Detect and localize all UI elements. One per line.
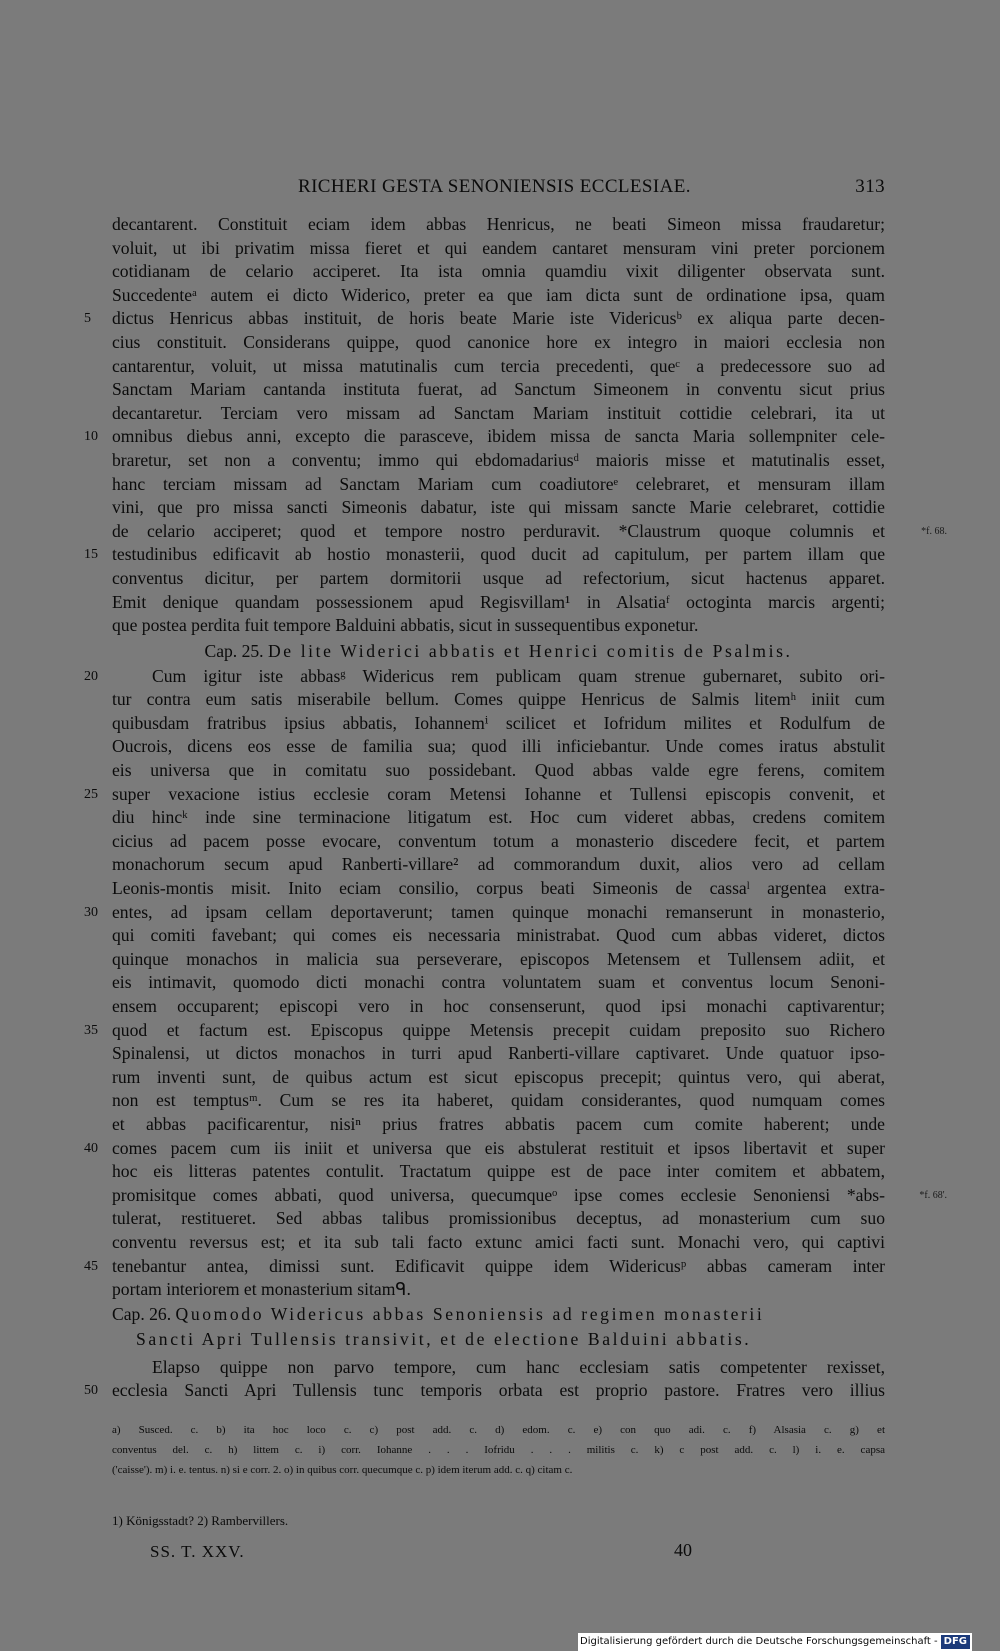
text-line xyxy=(112,331,885,355)
line-text: testudinibus edificavit ab hostio monasterii, quod ducit ad capitulum, per partem illam que xyxy=(112,544,885,565)
line-text: cantarentur, voluit, ut missa matutinalis cum tercia precedenti, queᶜ a predecessore suo ad xyxy=(112,355,885,376)
line-text: conventu reversus est; et ita sub tali facto extunc amici facti sunt. Monachi vero, qui captivi xyxy=(112,1231,885,1252)
text-line xyxy=(112,830,885,854)
line-text: ensem occuparent; episcopi vero in hoc consenserunt, quod ipsi monachi captivarentur; xyxy=(112,996,885,1016)
line-text: Emit denique quandam possessionem apud Regisvillam¹ in Alsatiaᶠ octoginta marcis argenti; xyxy=(112,591,885,612)
line-text: entes, ad ipsam cellam deportaverunt; tamen quinque monachi remanserunt in monasterio, xyxy=(112,901,885,922)
chapter-26-heading xyxy=(112,1302,885,1327)
text-line xyxy=(84,1255,885,1279)
margin-folio-note: *f. 68'. xyxy=(919,1189,947,1201)
apparatus-line: conventus del. c. h) littem c. i) corr. Iohanne . . . Iofridu . . . militis c. k) c post add. c. l) i. e. capsa xyxy=(112,1444,885,1456)
line-text: Succedenteᵃ autem ei dicto Widerico, preter ea que iam dicta sunt de ordinatione ipsa, quam xyxy=(112,284,885,305)
line-text: Leonis-montis misit. Inito eciam consilio, corpus beati Simeonis de cassaˡ argentea extra- xyxy=(112,878,885,899)
line-text: decantaretur. Terciam vero missam ad Sanctam Mariam instituit cottidie celebrari, ita ut xyxy=(112,402,885,423)
page-number: 313 xyxy=(855,176,885,197)
text-line xyxy=(112,1089,885,1113)
text-line xyxy=(84,307,885,331)
body-text xyxy=(84,213,947,1403)
line-number: 20 xyxy=(84,668,98,684)
signature-number: 40 xyxy=(674,1540,692,1560)
line-text: Sanctam Mariam cantanda instituta fuerat, ad Sanctum Simeonem in conventu sicut prius xyxy=(112,379,885,400)
apparatus-line: a) Susced. c. b) ita hoc loco c. c) post add. c. d) edom. c. e) con quo adi. c. f) Alsasia c. g) et xyxy=(112,1424,885,1436)
text-line xyxy=(112,496,885,520)
text-line xyxy=(112,378,885,402)
text-line xyxy=(112,1066,885,1090)
text-line xyxy=(112,1231,885,1255)
line-text: conventus dicitur, per partem dormitorii usque ad refectorium, sicut hactenus apparet. xyxy=(112,567,885,588)
line-number: 10 xyxy=(84,429,98,445)
chapter-label: Cap. 26. xyxy=(112,1303,176,1324)
line-text: tur contra eum satis miserabile bellum. Comes quippe Henricus de Salmis litemʰ iniit cum xyxy=(112,689,885,710)
footnotes: 1) Königsstadt? 2) Rambervillers. xyxy=(112,1513,289,1528)
line-text: rum inventi sunt, de quibus actum est sicut episcopus precepit; quintus vero, qui aberat, xyxy=(112,1066,885,1087)
chapter-25-heading xyxy=(112,638,885,665)
line-text: portam interiorem et monasterium sitamᑫ. xyxy=(112,1279,411,1300)
line-text: promisitque comes abbati, quod universa, quecumqueᵒ ipse comes ecclesie Senoniensi *abs- xyxy=(112,1184,885,1205)
credit-text: Digitalisierung gefördert durch die Deutsche Forschungsgemeinschaft - xyxy=(580,1636,938,1647)
line-text: et abbas pacificarentur, nisiⁿ prius fratres abbatis pacem cum comite haberent; unde xyxy=(112,1113,885,1134)
line-text: Spinalensi, ut dictos monachos in turri apud Ranberti-villare captivaret. Unde quatuor ipso- xyxy=(112,1043,885,1064)
text-line xyxy=(84,1379,885,1403)
line-text: super vexacione istius ecclesie coram Metensi Iohanne et Tullensi episcopis convenit, et xyxy=(112,783,885,804)
chapter-title: Quomodo Widericus abbas Senoniensis ad regimen monasterii xyxy=(175,1303,765,1324)
line-text: quinque monachos in malicia sua perseverare, episcopos Metensem et Tullensem adiit, et xyxy=(112,948,885,969)
line-text: tenebantur antea, dimissi sunt. Edificavit quippe idem Widericusᵖ abbas cameram inter xyxy=(112,1255,885,1276)
chapter-label: Cap. 25. xyxy=(204,640,268,661)
line-text: vini, que pro missa sancti Simeonis dabatur, iste qui missam sancte Marie celebraret, cottidie xyxy=(112,497,885,518)
text-line xyxy=(112,237,885,261)
text-line xyxy=(84,425,885,449)
line-text: cius constituit. Considerans quippe, quod canonice hore ex integro in maiori ecclesia non xyxy=(112,331,885,352)
text-line xyxy=(112,948,885,972)
line-text: tulerat, restitueret. Sed abbas talibus promissionibus deceptus, ad monasterium cum suo xyxy=(112,1208,885,1229)
line-text: quibusdam fratribus ipsius abbatis, Iohannemⁱ scilicet et Iofridum milites et Rodulfum de xyxy=(112,712,885,733)
line-text: eis universa que in comitatu suo possidebant. Quod abbas valde egre ferens, comitem xyxy=(112,760,885,781)
running-head xyxy=(112,176,885,202)
text-line xyxy=(112,355,885,379)
text-line xyxy=(112,449,885,473)
text-line xyxy=(112,614,885,638)
text-line xyxy=(84,1137,885,1161)
text-line xyxy=(112,759,885,783)
line-text: Oucrois, dicens eos esse de familia sua; quod illi inficiebantur. Unde comes iratus abstulit xyxy=(112,736,885,757)
text-line xyxy=(112,712,885,736)
text-line xyxy=(84,543,885,567)
line-text: omnibus diebus anni, excepto die parasceve, ibidem missa de sancta Maria sollempniter cele- xyxy=(112,426,885,447)
text-line xyxy=(112,1356,885,1380)
text-line xyxy=(84,1019,885,1043)
line-text: que postea perdita fuit tempore Balduini abbatis, sicut in sussequentibus exponetur. xyxy=(112,615,699,636)
text-line xyxy=(112,735,885,759)
line-text: qui comiti favebant; qui comes eis necessaria ministrabat. Quod cum abbas videret, dictos xyxy=(112,925,885,946)
text-line xyxy=(112,473,885,497)
text-line xyxy=(112,877,885,901)
chapter-title: De lite Widerici abbatis et Henrici comitis de Psalmis. xyxy=(267,640,793,661)
text-line xyxy=(84,783,885,807)
chapter-title-continued: Sancti Apri Tullensis transivit, et de electione Balduini abbatis. xyxy=(136,1328,752,1349)
line-text: hoc eis litteras patentes contulit. Tractatum quippe est de pace inter comitem et abbatem, xyxy=(112,1161,885,1182)
line-text: braretur, set non a conventu; immo qui ebdomadariusᵈ maioris misse et matutinalis esset, xyxy=(112,449,885,470)
text-line xyxy=(112,806,885,830)
line-number: 50 xyxy=(84,1383,98,1399)
text-line xyxy=(112,995,885,1019)
line-number: 45 xyxy=(84,1258,98,1274)
text-line xyxy=(112,567,885,591)
text-line xyxy=(112,591,885,615)
line-text: ecclesia Sancti Apri Tullensis tunc temporis orbata est proprio pastore. Fratres vero illius xyxy=(112,1380,885,1401)
text-line xyxy=(112,1160,885,1184)
line-text: eis intimavit, quomodo dicti monachi contra voluntatem suam et conventus locum Senoni- xyxy=(112,972,885,993)
line-text: de celario acciperet; quod et tempore nostro perduravit. *Claustrum quoque columnis et xyxy=(112,520,885,541)
critical-apparatus xyxy=(112,1420,885,1480)
text-line xyxy=(112,1207,885,1231)
line-text: voluit, ut ibi privatim missa fieret et qui eandem cantaret mensuram vini preter porcionem xyxy=(112,237,885,258)
line-number: 25 xyxy=(84,786,98,802)
line-number: 15 xyxy=(84,547,98,563)
signature-mark: SS. T. XXV. xyxy=(150,1542,245,1561)
text-line xyxy=(112,284,885,308)
line-text: cicius ad pacem posse evocare, conventum totum a monasterio discedere fecit, et partem xyxy=(112,830,885,851)
text-line xyxy=(112,1184,947,1208)
apparatus-line: ('caisse'). m) i. e. tentus. n) si e corr. 2. o) in quibus corr. quecumque c. p) idem iterum add. c. q) citam c. xyxy=(112,1464,573,1476)
text-line xyxy=(112,260,885,284)
line-text: quod et factum est. Episcopus quippe Metensis precepit cuidam preposito suo Richero xyxy=(112,1019,885,1040)
text-line xyxy=(112,1042,885,1066)
line-number: 5 xyxy=(84,311,91,327)
line-text: hanc terciam missam ad Sanctam Mariam cum coadiutoreᵉ celebraret, et mensuram illam xyxy=(112,473,885,494)
text-line xyxy=(112,1113,885,1137)
text-line xyxy=(112,971,885,995)
line-text: dictus Henricus abbas instituit, de horis beate Marie iste Videricusᵇ ex aliqua parte decen- xyxy=(112,308,885,329)
text-line xyxy=(112,924,885,948)
text-line xyxy=(112,688,885,712)
margin-folio-note: *f. 68. xyxy=(921,525,947,537)
line-text: Elapso quippe non parvo tempore, cum hanc ecclesiam satis competenter rexisset, xyxy=(152,1356,885,1377)
line-text: non est temptusᵐ. Cum se res ita haberet, quidam considerantes, quod numquam comes xyxy=(112,1090,885,1111)
dfg-logo: DFG xyxy=(941,1635,970,1649)
line-number: 40 xyxy=(84,1140,98,1156)
text-line xyxy=(84,901,885,925)
text-line xyxy=(112,520,947,544)
running-head-title: RICHERI GESTA SENONIENSIS ECCLESIAE. xyxy=(298,176,691,197)
line-text: decantarent. Constituit eciam idem abbas Henricus, ne beati Simeon missa fraudaretur; xyxy=(112,214,885,234)
line-text: Cum igitur iste abbasᵍ Widericus rem publicam quam strenue gubernaret, subito ori- xyxy=(152,665,885,686)
line-text: cotidianam de celario acciperet. Ita ista omnia quamdiu vixit diligenter observata sunt. xyxy=(112,261,885,282)
text-line xyxy=(112,1278,885,1302)
text-line xyxy=(84,665,885,689)
line-text: comes pacem cum iis iniit et universa que eis abstulerat restituit et ipsos libertavit et super xyxy=(112,1137,885,1158)
line-text: monachorum secum apud Ranberti-villare² ad commorandum duxit, alios vero ad cellam xyxy=(112,854,885,875)
text-line xyxy=(112,402,885,426)
line-number: 30 xyxy=(84,904,98,920)
line-text: diu hincᵏ inde sine terminacione litigatum est. Hoc cum videret abbas, credens comitem xyxy=(112,807,885,828)
line-number: 35 xyxy=(84,1022,98,1038)
text-line xyxy=(112,213,885,237)
digitization-credit xyxy=(578,1633,972,1651)
text-line xyxy=(112,853,885,877)
